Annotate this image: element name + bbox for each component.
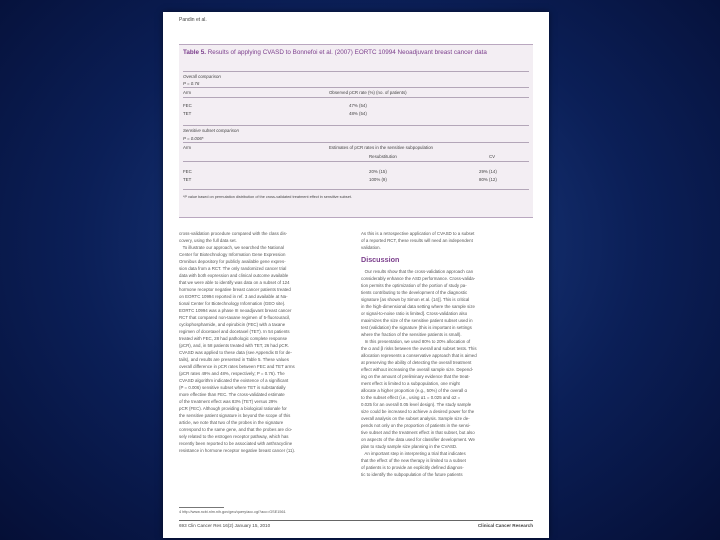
table-cell-arm: TET bbox=[183, 111, 192, 116]
document-page bbox=[163, 12, 549, 538]
text-line: To illustrate our approach, we searched the National bbox=[179, 245, 284, 250]
footnote-rule bbox=[179, 507, 224, 508]
column-header-resubstitution: Resubstitution bbox=[369, 154, 397, 159]
text-line: data with both expression and clinical outcome available bbox=[179, 273, 289, 278]
text-line: on EORTC 10994 reported in ref. 3 and available at Na- bbox=[179, 294, 288, 299]
right-column-intro bbox=[361, 230, 533, 251]
text-line: CVASD algorithm indicated the existence of a significant bbox=[179, 378, 289, 383]
table-cell-resub: 20% (15) bbox=[369, 169, 387, 174]
text-line: considerably enhance the ASD performance. Cross-valida- bbox=[361, 276, 476, 281]
table-cell-arm: FEC bbox=[183, 169, 192, 174]
text-line: EORTC 10994 was a phase III neoadjuvant breast cancer bbox=[179, 308, 292, 313]
text-line: or signal-to-noise ratio is limited]. Cross-validation also bbox=[361, 311, 468, 316]
text-line: plan to study sample size planning in the CVASD. bbox=[361, 444, 458, 449]
text-line: to the subset effect (i.e., using α1 = 0.025 and α2 = bbox=[361, 395, 461, 400]
text-line: correspond to the same gene, and that the probes are clo- bbox=[179, 427, 293, 432]
text-line: test (validation) the signature (this is important in settings bbox=[361, 325, 472, 330]
text-line: of a reported RCT, these results will need an independent bbox=[361, 238, 473, 243]
text-line: in the high-dimensional data setting where the sample size bbox=[361, 304, 475, 309]
text-line: tails), and results are presented in Table 5. These values bbox=[179, 357, 289, 362]
text-line: pCR (FEC). Although providing a biological rationale for bbox=[179, 406, 287, 411]
overall-p-value: P = 0.76 bbox=[183, 81, 200, 86]
sensitive-p-value: P = 0.006* bbox=[183, 136, 204, 141]
table-rule bbox=[183, 97, 529, 98]
column-header-arm: Arm bbox=[183, 145, 192, 150]
text-line: that the effect of the new therapy is limited to a subset bbox=[361, 458, 466, 463]
text-line: CVASD was applied to these data (see Appendix B for de- bbox=[179, 350, 292, 355]
table-rule bbox=[183, 142, 529, 143]
text-line: tients contributing to the development of the diagnostic bbox=[361, 290, 468, 295]
table-cell-arm: TET bbox=[183, 177, 192, 182]
discussion-heading: Discussion bbox=[361, 255, 400, 264]
text-line: (pCR), and, in 58 patients treated with TET, 26 had pCR. bbox=[179, 343, 289, 348]
text-line: of the treatment effect was 83% (TET) versus 29% bbox=[179, 399, 278, 404]
text-line: maximizes the size of the sensitive patient subset used in bbox=[361, 318, 473, 323]
text-line: of patients is to provide an explicitly defined diagnos- bbox=[361, 465, 464, 470]
overall-heading: Overall comparison bbox=[183, 74, 221, 79]
column-header-arm: Arm bbox=[183, 90, 192, 95]
text-line: ment effect is limited to a subpopulation, one might bbox=[361, 381, 460, 386]
text-line: validation. bbox=[361, 245, 381, 250]
text-line: the α and β risks between the overall and subset tests. This bbox=[361, 346, 477, 351]
text-line: Our results show that the cross-validation approach can bbox=[361, 269, 474, 274]
table-cell-resub: 100% (9) bbox=[369, 177, 387, 182]
table-title bbox=[183, 49, 529, 57]
text-line: pends not only on the proportion of patients in the sensi- bbox=[361, 423, 471, 428]
text-line: size could be increased to achieve a desired power for the bbox=[361, 409, 475, 414]
text-line: signature [as shown by Simon et al. (14)]. This is critical bbox=[361, 297, 470, 302]
left-column bbox=[179, 230, 351, 454]
text-line: tion permits the optimization of the portion of study pa- bbox=[361, 283, 467, 288]
text-line: at preserving the ability of detecting the overall treatment bbox=[361, 360, 472, 365]
text-line: allocation represents a conservative approach that is aimed bbox=[361, 353, 477, 358]
table-caption: Results of applying CVASD to Bonnefoi et al. (2007) EORTC 10994 Neoadjuvant breast cancer data bbox=[207, 49, 487, 56]
text-line: that we were able to identify was data on a subset of 124 bbox=[179, 280, 290, 285]
table-cell-cv: 29% (14) bbox=[479, 169, 497, 174]
footer-citation: 693 Clin Cancer Res 16(2) January 15, 2010 bbox=[179, 523, 271, 528]
table-cell-cv: 80% (12) bbox=[479, 177, 497, 182]
table-cell-value: 47% (54) bbox=[349, 103, 367, 108]
text-line: Center for Biotechnology Information Gene Expression bbox=[179, 252, 286, 257]
text-line: covery, using the full data set. bbox=[179, 238, 237, 243]
table-rule bbox=[183, 125, 529, 126]
text-line: cyclophosphamide, and epirubicin (FEC) with a taxane bbox=[179, 322, 286, 327]
text-line: where the fraction of the sensitive patients is small). bbox=[361, 332, 462, 337]
table-rule bbox=[183, 87, 529, 88]
footnote: 4 http://www.ncbi.nlm.nih.gov/geo/query/acc.cgi?acc=GSE1561 bbox=[179, 510, 286, 514]
table-rule bbox=[183, 71, 529, 72]
sensitive-heading: Sensitive subset comparison bbox=[183, 128, 239, 133]
footer-journal: Clinical Cancer Research bbox=[477, 523, 533, 528]
column-header-cv: CV bbox=[489, 154, 496, 159]
table-cell-arm: FEC bbox=[183, 103, 192, 108]
table-label: Table 5. bbox=[183, 49, 206, 56]
table-cell-value: 48% (54) bbox=[349, 111, 367, 116]
text-line: tic to identify the subpopulation of the future patients bbox=[361, 472, 463, 477]
text-line: (P = 0.006) sensitive subset where TET is substantially bbox=[179, 385, 286, 390]
table-footnote: *P value based on permutation distribution of the cross-validated treatment effect in sensitive subset. bbox=[183, 195, 352, 199]
text-line: treated with FEC, 28 had pathologic complete response bbox=[179, 336, 288, 341]
text-line: sely related to the estrogen receptor pathway, which has bbox=[179, 434, 289, 439]
text-line: In this presentation, we used 80% to 20% allocation of bbox=[361, 339, 471, 344]
text-line: article, we note that two of the probes in the signature bbox=[179, 420, 284, 425]
table-rule bbox=[183, 189, 529, 190]
text-line: resistance in hormone receptor negative breast cancer (11). bbox=[179, 448, 296, 453]
text-line: (pCR rates 49% and 48%, respectively; P = 0.76). The bbox=[179, 371, 285, 376]
column-header-estimates: Estimates of pCR rates in the sensitive subpopulation bbox=[329, 145, 433, 150]
text-line: overall analysis on the subset analysis. Sample size de- bbox=[361, 416, 470, 421]
text-line: ing on the amount of preliminary evidence that the treat- bbox=[361, 374, 470, 379]
text-line: hormone receptor negative breast cancer patients treated bbox=[179, 287, 291, 292]
text-line: regimen of docetaxel and docetaxel (TET). In 54 patients bbox=[179, 329, 290, 334]
text-line: Omnibus depository for publicly available gene expres- bbox=[179, 259, 286, 264]
text-line: 0.025 for an overall 0.05 level design). The study sample bbox=[361, 402, 472, 407]
right-column bbox=[361, 230, 533, 478]
text-line: sion data from a RCT. The only randomized cancer trial bbox=[179, 266, 287, 271]
text-line: more effective than FEC. The cross-validated estimate bbox=[179, 392, 285, 397]
table-rule bbox=[183, 161, 529, 162]
text-line: cross-validation procedure compared with the class dis- bbox=[179, 231, 288, 236]
text-line: the sensitive patient signature is beyond the scope of this bbox=[179, 413, 291, 418]
text-line: As this is a retrospective application of CVASD to a subset bbox=[361, 231, 475, 236]
text-line: on aspects of the data used for classifier development. We bbox=[361, 437, 475, 442]
text-line: tional Center for Biotechnology Information (GEO site). bbox=[179, 301, 286, 306]
text-line: recently been reported to be associated with anthracycline bbox=[179, 441, 293, 446]
discussion-body bbox=[361, 268, 533, 478]
text-line: RCT that compared non-taxane regimen of 5-fluorouracil, bbox=[179, 315, 291, 320]
results-table bbox=[179, 44, 533, 218]
text-line: overall difference in pCR rates between FEC and TET arms bbox=[179, 364, 295, 369]
text-line: effect without increasing the overall sample size. Depend- bbox=[361, 367, 474, 372]
text-line: tive subset and the treatment effect in that subset, but also bbox=[361, 430, 475, 435]
footer-rule bbox=[179, 520, 533, 521]
column-header-pcr: Observed pCR rate (%) (no. of patients) bbox=[329, 90, 407, 95]
text-line: allocate a higher proportion (e.g., 50%) of the overall α bbox=[361, 388, 468, 393]
text-line: An important step in interpreting a trial that indicates bbox=[361, 451, 466, 456]
running-head: Pandin et al. bbox=[179, 17, 207, 23]
